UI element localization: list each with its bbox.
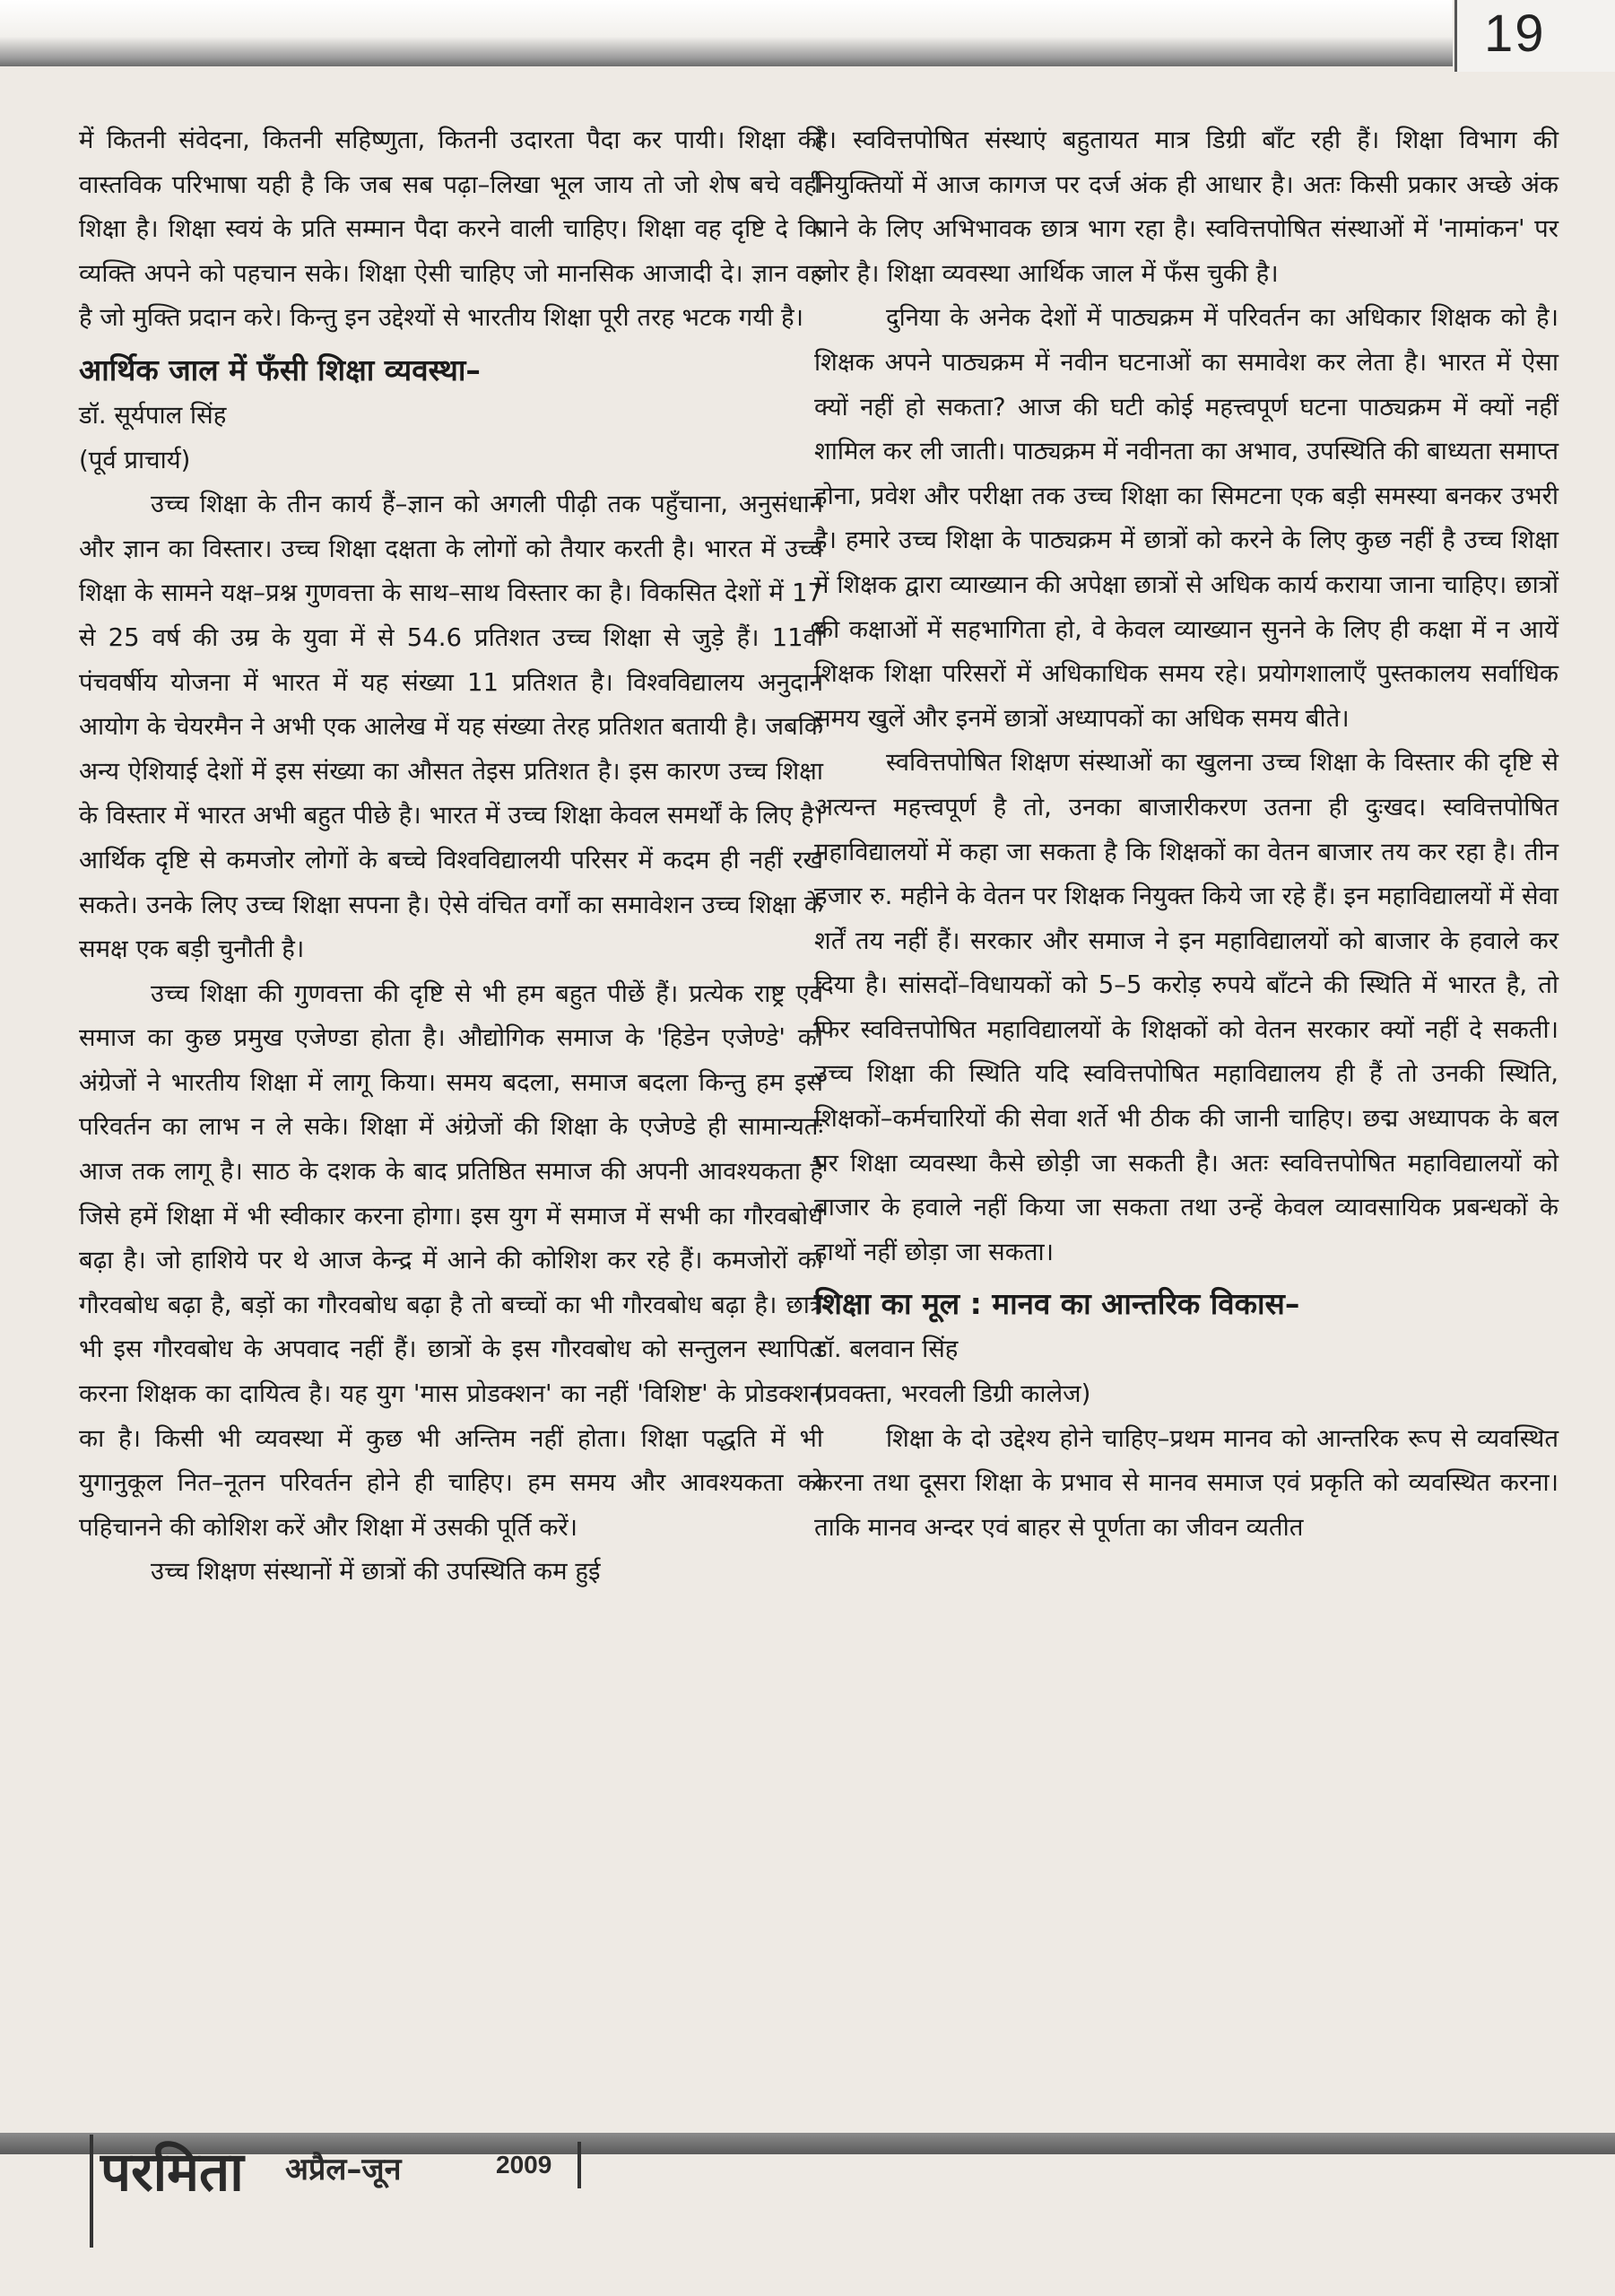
page-number: 19 [1484, 4, 1546, 63]
article-paragraph: स्ववित्तपोषित शिक्षण संस्थाओं का खुलना उच्च शिक्षा के विस्तार की दृष्टि से अत्यन्त महत्त्वपूर्ण है तो, उनका बाजारीकरण उतना ही दुःखद। स्ववित्तपोषित महाविद्यालयों में कहा जा सकता है कि शिक्षकों का वेतन बाजार तय कर रहा है। तीन हजार रु. महीने के वेतन पर शिक्षक नियुक्त किये जा रहे हैं। इन महाविद्यालयों में सेवा शर्तें तय नहीं हैं। सरकार और समाज ने इन महाविद्यालयों को बाजार के हवाले कर दिया है। सांसदों–विधायकों को 5–5 करोड़ रुपये बाँटने की स्थिति में भारत है, तो फिर स्ववित्तपोषित महाविद्यालयों के शिक्षकों को वेतन सरकार क्यों नहीं दे सकती। उच्च शिक्षा की स्थिति यदि स्ववित्तपोषित महाविद्यालय ही हैं तो उनकी स्थिति, शिक्षकों–कर्मचारियों की सेवा शर्ते भी ठीक की जानी चाहिए। छद्म अध्यापक के बल पर शिक्षा व्यवस्था कैसे छोड़ी जा सकती है। अतः स्ववित्तपोषित महाविद्यालयों को बाजार के हवाले नहीं किया जा सकता तथा उन्हें केवल व्यावसायिक प्रबन्धकों के हाथों नहीं छोड़ा जा सकता। [814, 748, 1559, 1266]
magazine-logo: परमिता [100, 2141, 244, 2204]
article-paragraph: उच्च शिक्षा की गुणवत्ता की दृष्टि से भी हम बहुत पीछें हैं। प्रत्येक राष्ट्र एवं समाज का कुछ प्रमुख एजेण्डा होता है। औद्योगिक समाज के 'हिडेन एजेण्डे' को अंग्रेजों ने भारतीय शिक्षा में लागू किया। समय बदला, समाज बदला किन्तु हम इस परिवर्तन का लाभ न ले सके। शिक्षा में अंग्रेजों की शिक्षा के एजेण्डे ही सामान्यतः आज तक लागू है। साठ के दशक के बाद प्रतिष्ठित समाज की अपनी आवश्यकता है जिसे हमें शिक्षा में भी स्वीकार करना होगा। इस युग में समाज में सभी का गौरवबोध बढ़ा है। जो हाशिये पर थे आज केन्द्र में आने की कोशिश कर रहे हैं। कमजोरों का गौरवबोध बढ़ा है, बड़ों का गौरवबोध बढ़ा है तो बच्चों का भी गौरवबोध बढ़ा है। छात्र भी इस गौरवबोध के अपवाद नहीं हैं। छात्रों के इस गौरवबोध को सन्तुलन स्थापित करना शिक्षक का दायित्व है। यह युग 'मास प्रोडक्शन' का नहीं 'विशिष्ट' के प्रोडक्शन का है। किसी भी व्यवस्था में कुछ भी अन्तिम नहीं होता। शिक्षा पद्धति में भी युगानुकूल नित–नूतन परिवर्तन होने ही चाहिए। हम समय और आवश्यकता को पहिचानने की कोशिश करें और शिक्षा में उसकी पूर्ति करें। [79, 978, 823, 1542]
article-paragraph: है। स्ववित्तपोषित संस्थाएं बहुतायत मात्र डिग्री बाँट रही हैं। शिक्षा विभाग की नियुक्तियों में आज कागज पर दर्ज अंक ही आधार है। अतः किसी प्रकार अच्छे अंक पाने के लिए अभिभावक छात्र भाग रहा है। स्ववित्तपोषित संस्थाओं में 'नामांकन' पर जोर है। शिक्षा व्यवस्था आर्थिक जाल में फँस चुकी है। [814, 126, 1559, 288]
section-heading-economic-trap: आर्थिक जाल में फँसी शिक्षा व्यवस्था– [79, 352, 481, 387]
intro-paragraph: में कितनी संवेदना, कितनी सहिष्णुता, कितनी उदारता पैदा कर पायी। शिक्षा की वास्तविक परिभाषा यही है कि जब सब पढ़ा–लिखा भूल जाय तो जो शेष बचे वही शिक्षा है। शिक्षा स्वयं के प्रति सम्मान पैदा करने वाली चाहिए। शिक्षा वह दृष्टि दे कि व्यक्ति अपने को पहचान सके। शिक्षा ऐसी चाहिए जो मानसिक आजादी दे। ज्ञान वह है जो मुक्ति प्रदान करे। किन्तु इन उद्देश्यों से भारतीय शिक्षा पूरी तरह भटक गयी है। [79, 126, 823, 333]
footer-divider [577, 2142, 581, 2188]
author-role: (पूर्व प्राचार्य) [79, 445, 191, 474]
footer-divider [90, 2135, 93, 2248]
article-paragraph: उच्च शिक्षण संस्थानों में छात्रों की उपस्थिति कम हुई [151, 1557, 601, 1587]
article-paragraph: उच्च शिक्षा के तीन कार्य हैं–ज्ञान को अगली पीढ़ी तक पहुँचाना, अनुसंधान और ज्ञान का विस्तार। उच्च शिक्षा दक्षता के लोगों को तैयार करती है। भारत में उच्च शिक्षा के सामने यक्ष–प्रश्न गुणवत्ता के साथ–साथ विस्तार का है। विकसित देशों में 17 से 25 वर्ष की उम्र के युवा में से 54.6 प्रतिशत उच्च शिक्षा से जुड़े हैं। 11वीं पंचवर्षीय योजना में भारत में यह संख्या 11 प्रतिशत है। विश्वविद्यालय अनुदान आयोग के चेयरमैन ने अभी एक आलेख में यह संख्या तेरह प्रतिशत बतायी है। जबकि अन्य ऐशियाई देशों में इस संख्या का औसत तेइस प्रतिशत है। इस कारण उच्च शिक्षा के विस्तार में भारत अभी बहुत पीछे है। भारत में उच्च शिक्षा केवल समर्थों के लिए है। आर्थिक दृष्टि से कमजोर लोगों के बच्चे विश्वविद्यालयी परिसर में कदम ही नहीं रख सकते। उनके लिए उच्च शिक्षा सपना है। ऐसे वंचित वर्गों का समावेशन उच्च शिक्षा के समक्ष एक बड़ी चुनौती है। [79, 490, 823, 964]
header-rule [0, 0, 1453, 66]
right-column [814, 118, 1559, 1550]
article-paragraph: दुनिया के अनेक देशों में पाठ्यक्रम में परिवर्तन का अधिकार शिक्षक को है। शिक्षक अपने पाठ्यक्रम में नवीन घटनाओं का समावेश कर लेता है। भारत में ऐसा क्यों नहीं हो सकता? आज की घटी कोई महत्त्वपूर्ण घटना पाठ्यक्रम में क्यों नहीं शामिल कर ली जाती। पाठ्यक्रम में नवीनता का अभाव, उपस्थिति की बाध्यता समाप्त होना, प्रवेश और परीक्षा तक उच्च शिक्षा का सिमटना एक बड़ी समस्या बनकर उभरी है। हमारे उच्च शिक्षा के पाठ्यक्रम में छात्रों को करने के लिए कुछ नहीं है उच्च शिक्षा में शिक्षक द्वारा व्याख्यान की अपेक्षा छात्रों से अधिक कार्य कराया जाना चाहिए। छात्रों की कक्षाओं में सहभागिता हो, वे केवल व्याख्यान सुनने के लिए ही कक्षा में न आयें शिक्षक शिक्षा परिसरों में अधिकाधिक समय रहे। प्रयोगशालाएँ पुस्तकालय सर्वाधिक समय खुलें और इनमें छात्रों अध्यापकों का अधिक समय बीते। [814, 303, 1559, 733]
issue-year: 2009 [496, 2151, 552, 2179]
left-column [79, 118, 823, 1595]
issue-label: अप्रैल–जून [285, 2152, 402, 2187]
author-name: डॉ. सूर्यपाल सिंह [79, 400, 227, 430]
author-role: (प्रवक्ता, भरवली डिग्री कालेज) [814, 1379, 1091, 1409]
article-paragraph: शिक्षा के दो उद्देश्य होने चाहिए–प्रथम मानव को आन्तरिक रूप से व्यवस्थित करना तथा दूसरा शिक्षा के प्रभाव से मानव समाज एवं प्रकृति को व्यवस्थित करना। ताकि मानव अन्दर एवं बाहर से पूर्णता का जीवन व्यतीत [814, 1423, 1559, 1542]
author-name: डॉ. बलवान सिंह [814, 1335, 959, 1364]
section-heading-inner-development: शिक्षा का मूल : मानव का आन्तरिक विकास– [814, 1286, 1300, 1322]
